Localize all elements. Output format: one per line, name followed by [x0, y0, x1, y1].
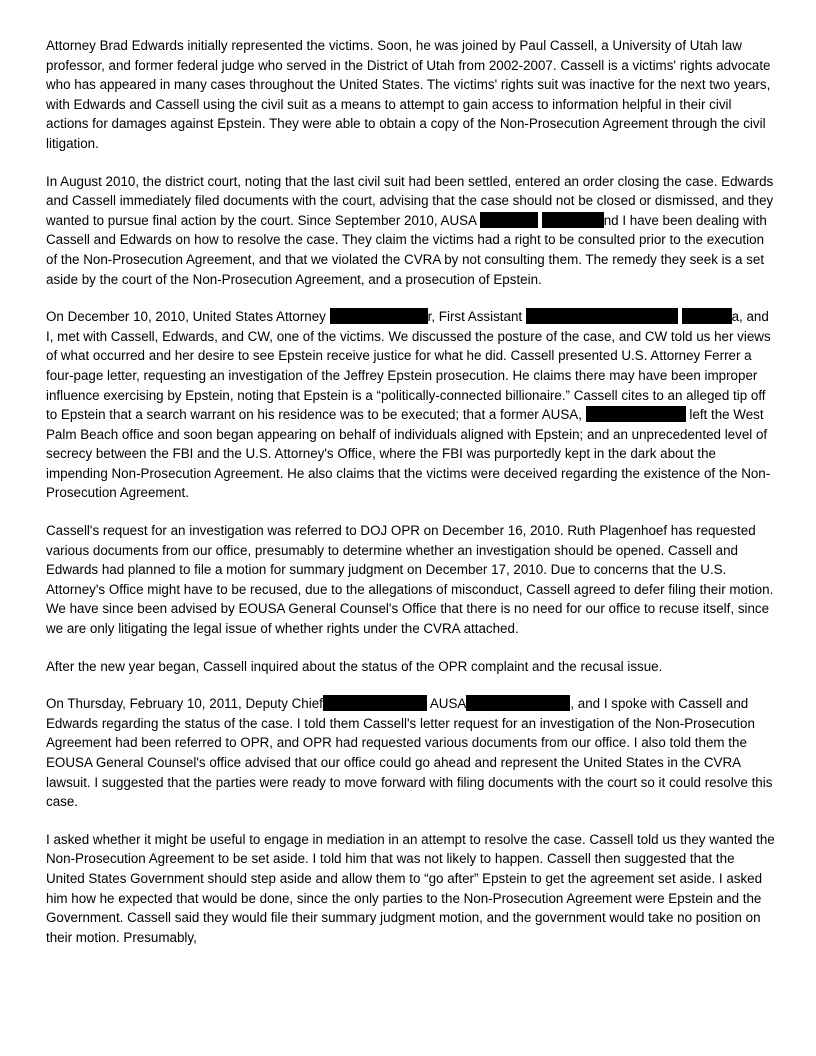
paragraph-counsel: Attorney Brad Edwards initially represented the victims. Soon, he was joined by Paul Cassell, a University of Utah law professor, and former federal judge who served in the District of Utah from 2002-2007. Cassell is a victims' rights advocate who has appeared in many cases throughout the United States. The victims' rights suit was inactive for the next two years, with Edwards and Cassell using the civil suit as a means to attempt to gain access to information helpful in their civil actions for damages against Epstein. They were able to obtain a copy of the Non-Prosecution Agreement through the civil litigation.: [46, 38, 771, 151]
paragraph-mediation: I asked whether it might be useful to engage in mediation in an attempt to resolve the case. Cassell told us they wanted the Non-Prosecution Agreement to be set aside. I told him that was not likely to happen. Cassell then suggested that the United States Government should step aside and allow them to “go after” Epstein to get the agreement set aside. I asked him how he expected that would be done, since the only parties to the Non-Prosecution Agreement were Epstein and the Government. Cassell said they would file their summary judgment motion, and the government would take no position on their motion. Presumably,: [46, 831, 775, 945]
text-segment: r, First Assistant: [427, 309, 523, 325]
text-segment: On December 10, 2010, United States Attorney: [46, 309, 326, 325]
text-segment: In August 2010, the district court, noting that the last civil suit had been settled, entered an order closing the case. Edwards and Cassell immediately filed documents with the court, advising that the case should not be closed or dismissed, and they wanted to pursue final action by the court. Since September 2010, AUSA: [46, 173, 774, 228]
redaction-bar: [466, 695, 570, 711]
text-segment: On Thursday, February 10, 2011, Deputy Chief: [46, 696, 323, 712]
paragraph-opr-referral: Cassell's request for an investigation was referred to DOJ OPR on December 16, 2010. Ruth Plagenhoef has requested various documents from our office, presumably to determine whether an investigation should be opened. Cassell and Edwards had planned to file a motion for summary judgment on December 17, 2010. Due to concerns that the U.S. Attorney's Office might have to be recused, due to the allegations of misconduct, Cassell agreed to defer filing their motion. We have since been advised by EOUSA General Counsel's Office that there is no need for our office to recuse itself, since we are only litigating the legal issue of whether rights under the CVRA attached.: [46, 523, 774, 637]
paragraph-new-year: After the new year began, Cassell inquired about the status of the OPR complaint and the recusal issue.: [46, 658, 663, 674]
redaction-bar: [586, 406, 686, 422]
paragraph-august-2010: [46, 172, 776, 290]
text-segment: a, and I, met with Cassell, Edwards, and CW, one of the victims. We discussed the posture of the case, and CW told us her views of what occurred and her desire to see Epstein receive justice for what he did. Cassell presented U.S. Attorney Ferrer a four-page letter, requesting an investigation of the Jeffrey Epstein prosecution. He claims there may have been improper influence exercising by Epstein, noting that Epstein is a “politically-connected billionaire.” Cassell cites to an alleged tip off to Epstein that a search warrant on his residence was to be executed; that a former AUSA,: [46, 309, 771, 423]
text-segment: nd I have been dealing with Cassell and Edwards on how to resolve the case. They claim the victims had a right to be consulted prior to the execution of the Non-Prosecution Agreement, and that we violated the CVRA by not consulting them. The remedy they seek is a set aside by the court of the Non-Prosecution Agreement, and a prosecution of Epstein.: [46, 212, 767, 287]
redaction-bar: [526, 308, 678, 324]
text-segment: left the West Palm Beach office and soon began appearing on behalf of individuals aligned with Epstein; and an unprecedented level of secrecy between the FBI and the U.S. Attorney's Office, where the FBI was purportedly kept in the dark about the impending Non-Prosecution Agreement. He also claims that the victims were deceived regarding the existence of the Non-Prosecution Agreement.: [46, 407, 771, 501]
paragraph-february-2011: [46, 694, 776, 812]
redaction-bar: [323, 695, 427, 711]
document-page: [46, 36, 776, 965]
redaction-bar: [542, 212, 604, 228]
paragraph-december-2010: [46, 307, 776, 503]
redaction-bar: [682, 308, 732, 324]
text-segment: , and I spoke with Cassell and Edwards regarding the status of the case. I told them Cassell's letter request for an investigation of the Non-Prosecution Agreement had been referred to OPR, and OPR had requested various documents from our office. I also told them the EOUSA General Counsel's office advised that our office could go ahead and represent the United States in the CVRA lawsuit. I suggested that the parties were ready to move forward with filing documents with the court so it could resolve this case.: [46, 696, 773, 810]
redaction-bar: [330, 308, 428, 324]
text-segment: AUSA: [429, 696, 467, 712]
redaction-bar: [480, 212, 538, 228]
